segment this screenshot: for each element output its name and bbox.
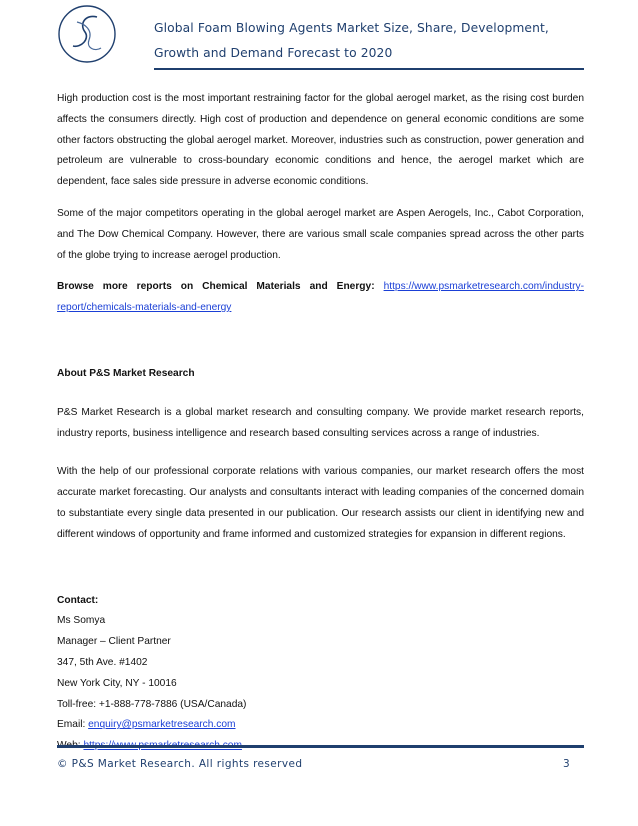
- contact-block: [57, 591, 584, 757]
- footer-divider: [57, 745, 584, 748]
- document-body: [57, 89, 584, 757]
- paragraph-competitors: Some of the major competitors operating in the global aerogel market are Aspen Aerogels, Inc., Cabot Corporation, and The Dow Chemical Company. However, there are various small scale companies spread across the other parts of the globe trying to increase aerogel production.: [57, 207, 584, 261]
- email-link[interactable]: enquiry@psmarketresearch.com: [88, 719, 236, 731]
- footer-copyright: © P&S Market Research. All rights reserved: [57, 758, 303, 770]
- header-title-line2: Growth and Demand Forecast to 2020: [154, 46, 393, 60]
- paragraph-about-2: With the help of our professional corporate relations with various companies, our market research offers the most accurate market forecasting. Our analysts and consultants interact with leading companies of the concerned domain to substantiate every single data presented in our publication. Our research assists our client in identifying new and different windows of opportunity and frame informed and customized strategies for expansion in different regions.: [57, 466, 584, 540]
- header-title-line1: Global Foam Blowing Agents Market Size, Share, Development,: [154, 21, 549, 35]
- contact-email-row: [57, 715, 584, 736]
- paragraph-browse: [57, 277, 584, 319]
- contact-address-1: 347, 5th Ave. #1402: [57, 656, 148, 668]
- contact-name: Ms Somya: [57, 615, 106, 627]
- header-divider: [154, 68, 584, 70]
- contact-address-2: New York City, NY - 10016: [57, 677, 177, 689]
- contact-tollfree: Toll-free: +1-888-778-7886 (USA/Canada): [57, 698, 247, 710]
- about-heading: About P&S Market Research: [57, 367, 195, 379]
- ps-logo-circle-icon: [55, 2, 119, 66]
- header-title: [154, 16, 594, 66]
- contact-role: Manager – Client Partner: [57, 636, 171, 648]
- paragraph-restraints: High production cost is the most important restraining factor for the global aerogel market, as the rising cost burden affects the consumers directly. High cost of production and dependence on general economic conditions are some other factors obstructing the global aerogel market. Moreover, industries such as construction, power generation and petroleum are vulnerable to cross-boundary economic conditions and hence, the aerogel market which are dependent, face sales side pressure in adverse economic conditions.: [57, 93, 584, 188]
- paragraph-about-1: P&S Market Research is a global market research and consulting company. We provide market research reports, industry reports, business intelligence and research based consulting services across a range of industries.: [57, 406, 584, 439]
- browse-reports-link[interactable]: https://www.psmarketresearch.com/industry-report/chemicals-materials-and-energy: [57, 281, 584, 314]
- page-number: 3: [563, 758, 570, 770]
- browse-label: Browse more reports on Chemical Materials and Energy:: [57, 281, 375, 293]
- contact-heading: Contact:: [57, 594, 99, 606]
- email-label: Email:: [57, 719, 89, 731]
